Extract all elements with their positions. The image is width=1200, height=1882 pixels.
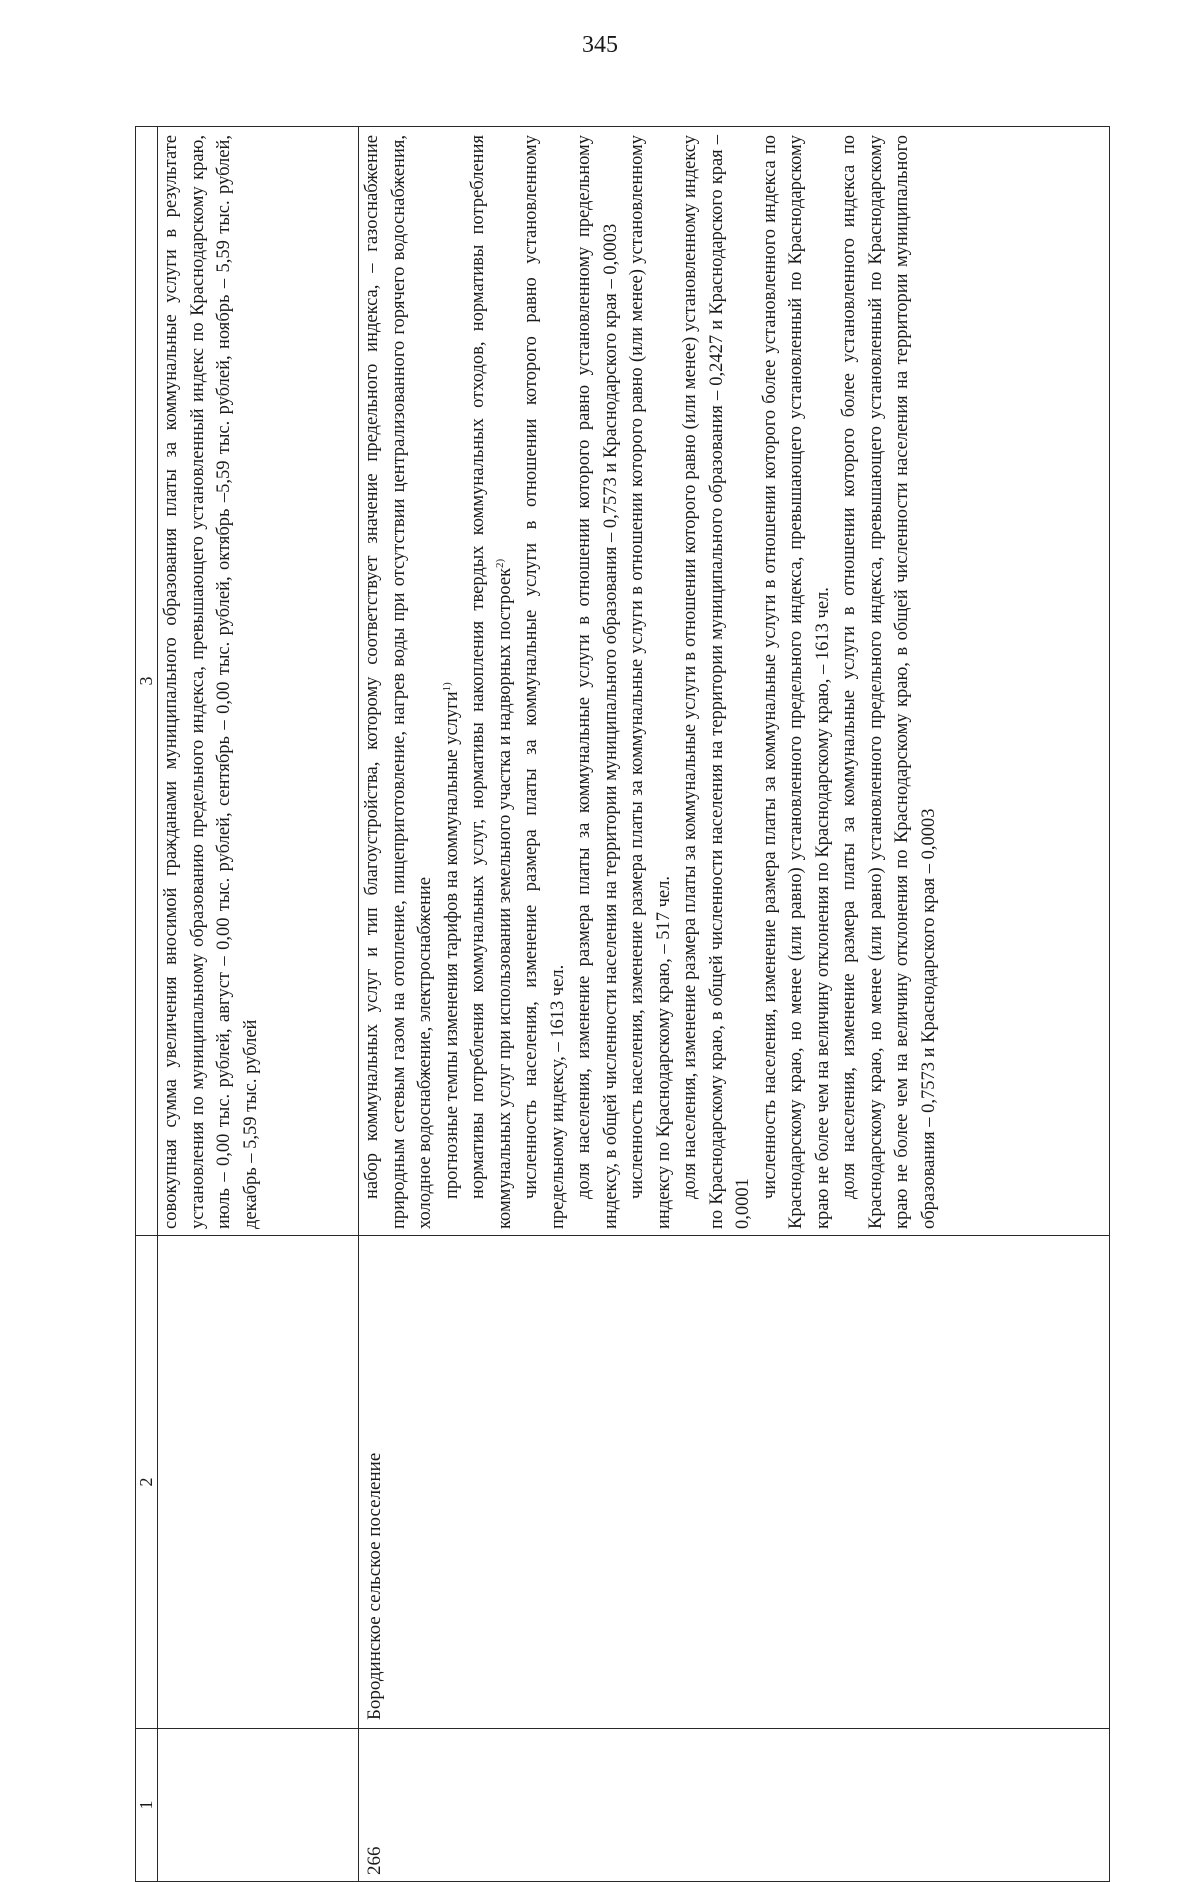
paragraph-norms: нормативы потребления коммунальных услуг, нормативы накопления твердых коммунальных отходов, нормативы потребления коммунальных услуг при использовании земельного участка и надворных построек$^{2)}$ <box>468 135 515 1229</box>
paragraph-share-above-regional: доля населения, изменение размера платы за коммунальные услуги в отношении которого более установленного индекса по Краснодарскому краю, но менее (или равно) установленного предельного индекса, превышающего установленный по Краснодарскому краю не более чем на величину отклонения по Краснодарскому краю, в общей численности населения на территории муниципального образования – 0,7573 и Краснодарского края – 0,0003 <box>839 135 939 1229</box>
continuation-text: совокупная сумма увеличения вносимой гражданами муниципального образования платы за коммунальные услуги в результате установления по муниципальному образованию предельного индекса, превышающего установленный индекс по Краснодарскому краю, июль – 0,00 тыс. рублей, август – 0,00 тыс. рублей, сентябрь – 0,00 тыс. рублей, октябрь –5,59 тыс. рублей, ноябрь – 5,59 тыс. рублей, декабрь – 5,59 тыс. рублей <box>161 135 261 1229</box>
paragraph-population-below-regional: численность населения, изменение размера платы за коммунальные услуги в отношении которого равно (или менее) установленному индексу по Краснодарскому краю, – 517 чел. <box>627 135 674 1229</box>
footnote-marker-1: 1) <box>440 682 453 692</box>
row-description-cell <box>359 127 1110 1236</box>
continuation-number-cell <box>158 1729 359 1882</box>
rotated-table-container <box>135 127 1110 1882</box>
paragraph-population-above-regional: численность населения, изменение размера платы за коммунальные услуги в отношении которого более установленного индекса по Краснодарскому краю, но менее (или равно) установленного предельного индекса, превышающего установленный по Краснодарскому краю не более чем на величину отклонения по Краснодарскому краю, – 1613 чел. <box>759 135 833 1229</box>
page-number: 345 <box>582 32 618 58</box>
table-row <box>359 127 1110 1882</box>
paragraph-population-equal-limit: численность населения, изменение размера платы за коммунальные услуги в отношении которого равно установленному предельному индексу, – 1613 чел. <box>521 135 568 1229</box>
header-col-3: 3 <box>136 127 158 1236</box>
paragraph-tariff-rates: прогнозные темпы изменения тарифов на коммунальные услуги$^{1)}$ <box>440 682 462 1199</box>
footnote-marker-2: 2) <box>493 558 506 568</box>
continuation-text-cell <box>158 127 359 1236</box>
row-name-cell <box>359 1236 1110 1729</box>
paragraph-service-set: набор коммунальных услуг и тип благоустройства, которому соответствует значение предельного индекса, – газоснабжение природным сетевым газом на отопление, пищеприготовление, нагрев воды при отсутствии централизованного горячего водоснабжения, холодное водоснабжение, электроснабжение <box>362 135 435 1229</box>
header-col-1: 1 <box>136 1729 158 1882</box>
continuation-name-cell <box>158 1236 359 1729</box>
header-col-2: 2 <box>136 1236 158 1729</box>
row-number-cell <box>359 1729 1110 1882</box>
table-header-row <box>136 127 158 1882</box>
row-number: 266 <box>364 1846 385 1875</box>
paragraph-share-below-regional: доля населения, изменение размера платы за коммунальные услуги в отношении которого равно (или менее) установленному индексу по Краснодарскому краю, в общей численности населения на территории муниципального образования – 0,2427 и Краснодарского края – 0,0001 <box>680 135 753 1229</box>
data-table <box>135 126 1110 1882</box>
continuation-row <box>158 127 359 1882</box>
settlement-name: Бородинское сельское поселение <box>364 1452 385 1720</box>
paragraph-share-equal-limit: доля населения, изменение размера платы за коммунальные услуги в отношении которого равно установленному предельному индексу, в общей численности населения на территории муниципального образования – 0,7573 и Краснодарского края – 0,0003 <box>574 135 621 1229</box>
